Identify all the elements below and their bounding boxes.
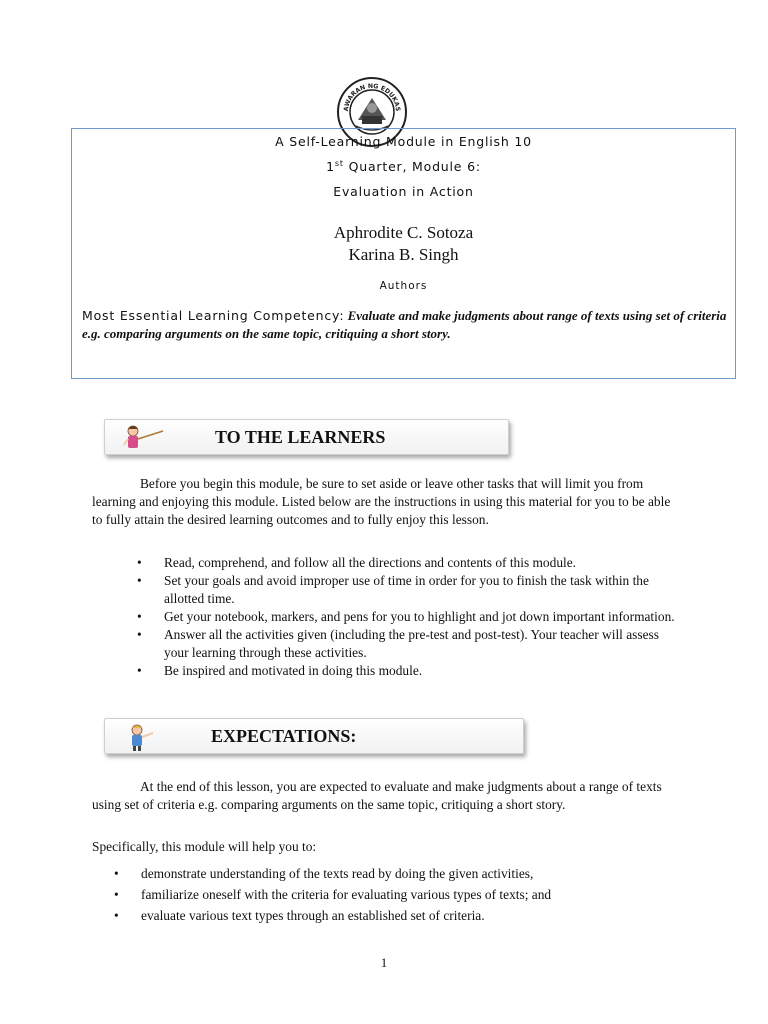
expectations-banner-title: EXPECTATIONS: xyxy=(211,726,357,746)
list-item: • familiarize oneself with the criteria for evaluating various types of texts; and xyxy=(114,887,552,902)
expectations-specific: Specifically, this module will help you to: xyxy=(92,839,317,854)
expectations-list xyxy=(114,863,682,926)
melc-competency: Evaluate and make judgments about range of texts using set of criteria e.g. comparing arguments on the same topic, critiquing a short story. xyxy=(82,308,727,341)
student-pointing-icon xyxy=(123,722,169,752)
list-item: • Set your goals and avoid improper use of time in order for you to finish the task within the allotted time. xyxy=(137,573,649,606)
module-title: A Self-Learning Module in English 10 xyxy=(275,134,532,149)
list-item: • Be inspired and motivated in doing this module. xyxy=(137,663,423,678)
list-item-text: Set your goals and avoid improper use of time in order for you to finish the task within the allotted time. xyxy=(164,573,649,606)
learners-banner xyxy=(104,419,509,455)
melc-label: Most Essential Learning Competency: xyxy=(82,308,345,323)
list-item-text: evaluate various text types through an established set of criteria. xyxy=(141,908,485,923)
list-item-text: Get your notebook, markers, and pens for you to highlight and jot down important information. xyxy=(164,609,675,624)
quarter-number: 1 xyxy=(326,159,335,175)
module-cover-box xyxy=(71,128,736,379)
seal-text: AWARAN NG EDUKAS xyxy=(342,82,402,112)
list-item-text: demonstrate understanding of the texts read by doing the given activities, xyxy=(141,866,534,881)
list-item-text: Answer all the activities given (including the pre-test and post-test). Your teacher will assess your learning through these activities. xyxy=(164,627,659,660)
quarter-text: Quarter, Module 6: xyxy=(343,159,481,175)
authors-label: Authors xyxy=(379,280,428,292)
learners-instruction-list xyxy=(137,554,682,680)
learners-intro-text: Before you begin this module, be sure to set aside or leave other tasks that will limit you from learning and enjoying this module. Listed below are the instructions in using this material for you to be able to fully attain the desired learning outcomes and to fully enjoy this lesson. xyxy=(92,476,671,527)
list-item: • Read, comprehend, and follow all the directions and contents of this module. xyxy=(137,555,577,570)
teacher-pointer-icon xyxy=(123,423,169,453)
learners-banner-title: TO THE LEARNERS xyxy=(215,427,386,447)
list-item-text: familiarize oneself with the criteria for evaluating various types of texts; and xyxy=(141,887,552,902)
author-1: Aphrodite C. Sotoza xyxy=(333,223,474,242)
expectations-intro-text: At the end of this lesson, you are expected to evaluate and make judgments about a range of texts using set of criteria e.g. comparing arguments on the same topic, critiquing a short story. xyxy=(92,779,662,812)
list-item: • demonstrate understanding of the texts read by doing the given activities, xyxy=(114,866,534,881)
melc-text xyxy=(82,307,732,343)
module-subtitle: Evaluation in Action xyxy=(333,184,474,199)
expectations-intro xyxy=(92,778,682,814)
list-item-text: Read, comprehend, and follow all the directions and contents of this module. xyxy=(164,555,577,570)
expectations-banner xyxy=(104,718,524,754)
list-item: • Answer all the activities given (including the pre-test and post-test). Your teacher will assess your learning through these activities. xyxy=(137,627,659,660)
list-item: • evaluate various text types through an established set of criteria. xyxy=(114,908,485,923)
page-number: 1 xyxy=(380,955,388,970)
list-item-text: Be inspired and motivated in doing this module. xyxy=(164,663,423,678)
learners-intro xyxy=(92,475,682,529)
quarter-ordinal: st xyxy=(334,159,344,168)
author-2: Karina B. Singh xyxy=(348,245,459,264)
quarter-line xyxy=(72,159,735,174)
list-item: • Get your notebook, markers, and pens for you to highlight and jot down important information. xyxy=(137,609,675,624)
